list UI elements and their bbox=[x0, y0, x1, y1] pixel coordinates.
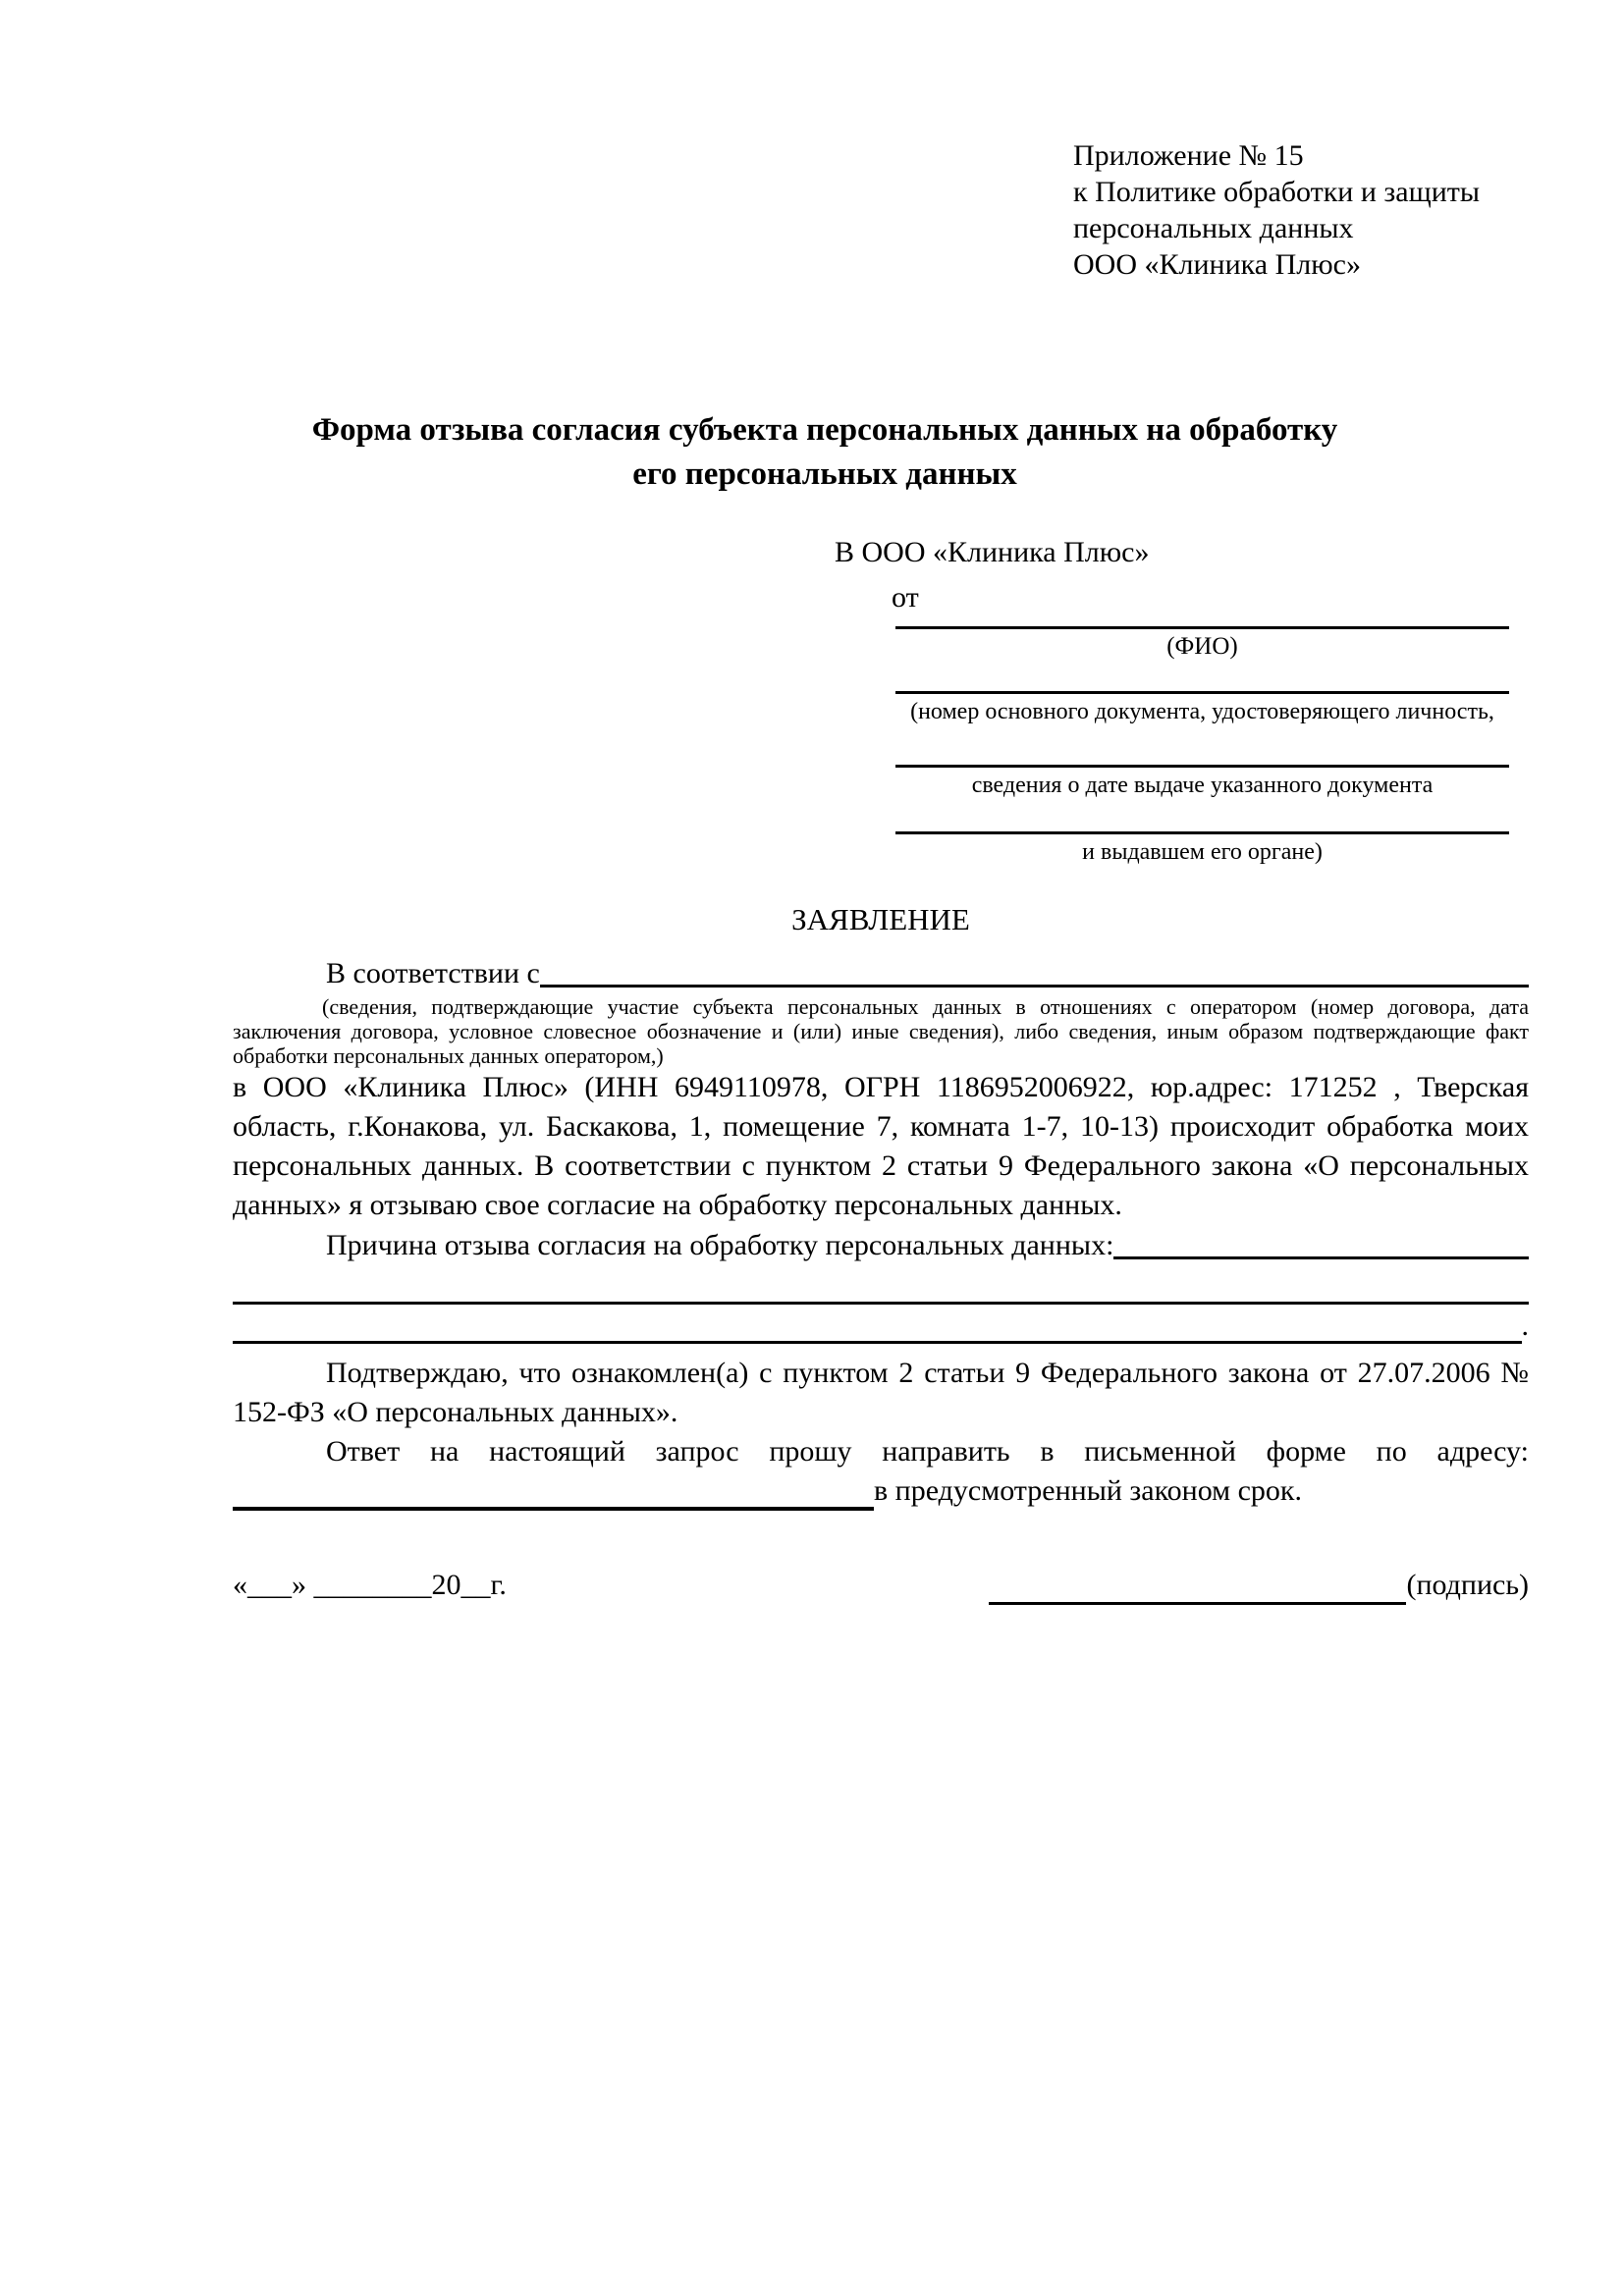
reply-address-blank[interactable] bbox=[233, 1473, 874, 1511]
appendix-note-line: Приложение № 15 bbox=[1073, 139, 1304, 172]
appendix-note-line: к Политике обработки и защиты bbox=[1073, 176, 1481, 208]
reply-lead: Ответ на настоящий запрос прошу направить в письменной форме по адресу: bbox=[326, 1435, 1529, 1468]
signature-caption: (подпись) bbox=[1406, 1569, 1529, 1601]
reason-blank[interactable] bbox=[1113, 1225, 1529, 1259]
operator-paragraph: в ООО «Клиника Плюс» (ИНН 6949110978, ОГРН 1186952006922, юр.адрес: 171252 , Тверская область, г.Конакова, ул. Баскакова, 1, помещение 7, комната 1-7, 10-13) происходит обработка моих персональных данных. В соответствии с пунктом 2 статьи 9 Федерального закона «О персональных данных» я отзываю свое согласие на обработку персональных данных. bbox=[233, 1071, 1529, 1221]
appendix-note-line: персональных данных bbox=[1073, 212, 1354, 244]
reason-blank-line-2[interactable] bbox=[233, 1305, 1522, 1344]
accordance-row bbox=[233, 953, 1529, 994]
accordance-footnote: (сведения, подтверждающие участие субъекта персональных данных в отношениях с оператором (номер договора, дата заключения договора, условное словесное обозначение и (или) иные сведения), либо сведения, иным образом подтверждающие факт обработки персональных данных оператором,) bbox=[233, 994, 1529, 1068]
signature-row bbox=[233, 1566, 1529, 1605]
appendix-note-line: ООО «Клиника Плюс» bbox=[1073, 248, 1361, 281]
signature-blank[interactable] bbox=[989, 1569, 1406, 1605]
date-blank[interactable]: «___» ________20__г. bbox=[233, 1569, 507, 1601]
reply-row bbox=[233, 1471, 1529, 1511]
reply-tail: в предусмотренный законом срок. bbox=[874, 1474, 1302, 1507]
doc-number-field bbox=[895, 691, 1509, 726]
fio-field bbox=[895, 626, 1509, 662]
fio-caption: (ФИО) bbox=[1166, 633, 1238, 660]
addressee-fields bbox=[895, 626, 1509, 867]
reason-lead: Причина отзыва согласия на обработку персональных данных: bbox=[326, 1229, 1114, 1261]
accordance-lead: В соответствии с bbox=[326, 957, 540, 989]
statement-heading: ЗАЯВЛЕНИЕ bbox=[791, 902, 970, 936]
document-title-line: Форма отзыва согласия субъекта персональных данных на обработку bbox=[311, 412, 1338, 448]
reason-row bbox=[233, 1225, 1529, 1266]
addressee-from-label: от bbox=[892, 581, 919, 614]
confirm-paragraph: Подтверждаю, что ознакомлен(а) с пунктом 2 статьи 9 Федерального закона от 27.07.2006 № 152-ФЗ «О персональных данных». bbox=[233, 1357, 1529, 1428]
issue-date-caption: сведения о дате выдаче указанного документа bbox=[971, 773, 1434, 798]
issue-date-field bbox=[895, 765, 1509, 800]
accordance-blank[interactable] bbox=[540, 953, 1529, 988]
issuer-caption: и выдавшем его органе) bbox=[1082, 839, 1323, 865]
addressee-to: В ООО «Клиника Плюс» bbox=[835, 536, 1150, 568]
doc-number-caption: (номер основного документа, удостоверяющего личность, bbox=[910, 699, 1494, 724]
reason-trailing-period: . bbox=[1521, 1309, 1529, 1342]
appendix-note bbox=[1073, 137, 1529, 283]
document-title bbox=[121, 408, 1529, 497]
document-title-line: его персональных данных bbox=[632, 456, 1017, 492]
addressee-block bbox=[835, 534, 1529, 867]
signature-field bbox=[989, 1566, 1529, 1605]
issuer-field bbox=[895, 831, 1509, 867]
reason-blank-line-2-row bbox=[233, 1305, 1529, 1344]
